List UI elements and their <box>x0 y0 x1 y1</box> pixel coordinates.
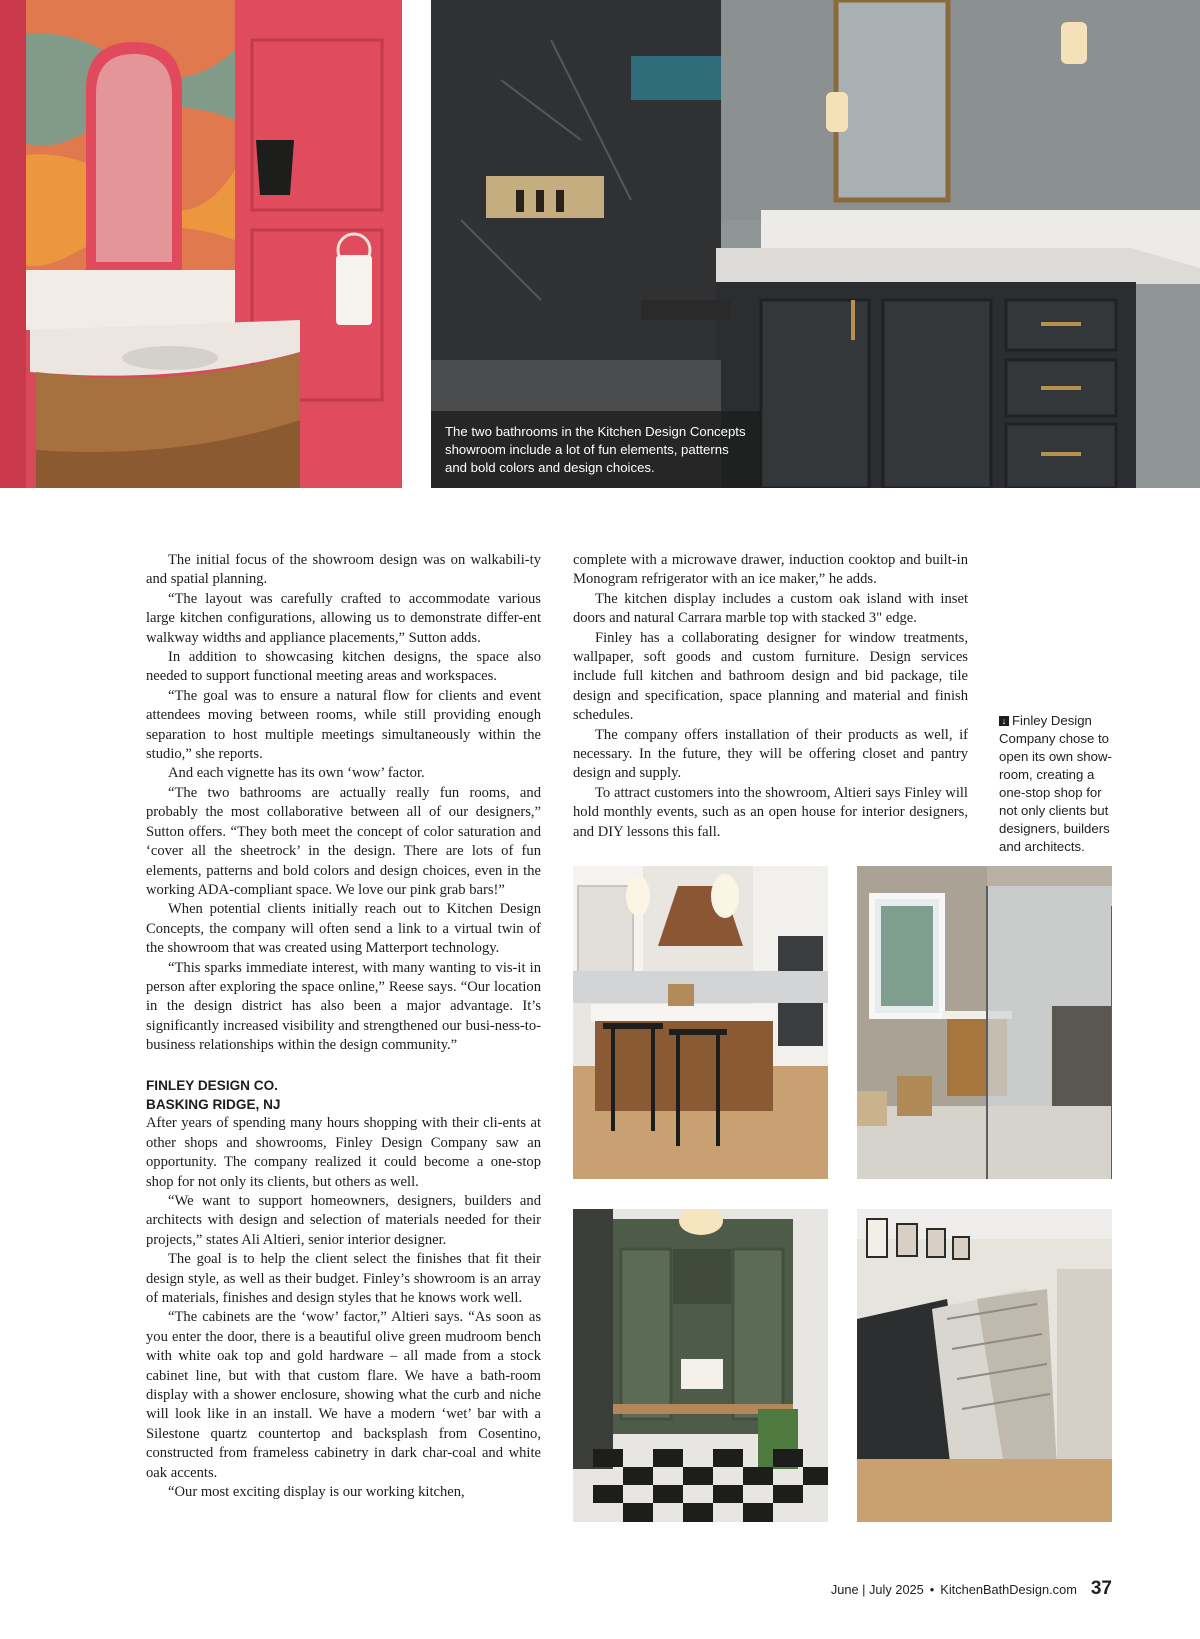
paragraph: “We want to support homeowners, designers, builders and architects with design and selection of materials needed for their projects,” states Ali Altieri, senior interior designer. <box>146 1193 541 1248</box>
paragraph: Finley has a collaborating designer for window treatments, wallpaper, soft goods and custom furniture. Design services include full kitchen and bathroom design and bid package, tile design and specification, space planning and material and finish schedules. <box>573 629 968 724</box>
paragraph: “This sparks immediate interest, with many wanting to vis-it in person after exploring the space online,” Reese says. “Our location in the design district has also been a major advantage. It’s significantly increased visibility and strengthened our busi-ness-to-business relationships within the design community.” <box>146 959 541 1054</box>
paragraph: When potential clients initially reach out to Kitchen Design Concepts, the company will often send a link to a virtual twin of the showroom that was created using Matterport technology. <box>146 901 541 957</box>
section-heading-location: BASKING RIDGE, NJ <box>146 1096 281 1112</box>
paragraph: The initial focus of the showroom design was on walkabili-ty and spatial planning. <box>146 552 541 588</box>
paragraph: “The two bathrooms are actually really fun rooms, and probably the most collaborative between all of our designers,” Sutton offers. “They both meet the concept of color saturation and ‘cover all the sheetrock’ in the design. There are lots of fun elements, patterns and bold colors and design choices, even in the working ADA-compliant space. We love our pink grab bars!” <box>146 784 541 898</box>
paragraph: The company offers installation of their products as well, if necessary. In the future, they will be offering closet and pantry design and supply. <box>573 726 968 782</box>
page-footer <box>831 1578 1112 1600</box>
footer-issue-date: June | July 2025 <box>830 1582 924 1597</box>
paragraph: To attract customers into the showroom, Altieri says Finley will hold monthly events, such as an open house for interior designers, and DIY lessons this fall. <box>573 784 968 840</box>
article-column-left <box>146 551 541 1503</box>
side-photo-caption <box>999 712 1117 856</box>
paragraph: “The goal was to ensure a natural flow for clients and event attendees moving between rooms, while still providing enough separation to host multiple meetings simultaneously within the studio,” she reports. <box>146 687 541 763</box>
paragraph: And each vignette has its own ‘wow’ factor. <box>168 765 425 782</box>
kitchen-island-photo <box>573 866 828 1179</box>
footer-website: KitchenBathDesign.com <box>940 1582 1077 1597</box>
article-column-middle <box>573 551 968 842</box>
glass-shower-bathroom-photo <box>857 866 1112 1179</box>
olive-mudroom-photo <box>573 1209 828 1522</box>
paragraph: complete with a microwave drawer, induction cooktop and built-in Monogram refrigerator with an ice maker,” he adds. <box>573 552 968 588</box>
paragraph: After years of spending many hours shopping with their cli-ents at other shops and showrooms, Finley Design Company saw an opportunity. The company realized it could become a one-stop shop for not only its clients, but others as well. <box>146 1115 541 1190</box>
paragraph: In addition to showcasing kitchen designs, the space also needed to support functional meeting areas and workspaces. <box>146 649 541 685</box>
side-caption-text: Finley Design Company chose to open its own show-room, creating a one-stop shop for not only clients but designers, builders and architects. <box>999 713 1112 854</box>
paragraph: The goal is to help the client select the finishes that fit their design style, as well as their budget. Finley’s showroom is an array of materials, finishes and design styles that he knows work well. <box>146 1251 541 1307</box>
pink-bathroom-photo <box>0 0 402 488</box>
paragraph: “Our most exciting display is our working kitchen, <box>168 1484 465 1501</box>
section-heading-company: FINLEY DESIGN CO. <box>146 1077 278 1093</box>
paragraph: “The cabinets are the ‘wow’ factor,” Altieri says. “As soon as you enter the door, there is a beautiful olive green mudroom bench with white oak top and gold hardware – all made from a stock cabinet line, but with that custom flare. We have a bath-room display with a shower enclosure, showing what the curb and niche will look like in an install. We have a modern ‘wet’ bar with a Silestone quartz countertop and backsplash from Cosentino, constructed from frameless cabinetry in dark char-coal and white oak accents. <box>146 1309 541 1481</box>
section-heading <box>146 1076 541 1115</box>
paragraph: “The layout was carefully crafted to accommodate various large kitchen configurations, allowing us to demonstrate differ-ent walkway widths and appliance placements,” Sutton adds. <box>146 590 541 646</box>
material-samples-showroom-photo <box>857 1209 1112 1522</box>
paragraph: The kitchen display includes a custom oak island with inset doors and natural Carrara marble top with stacked 3" edge. <box>573 590 968 627</box>
footer-separator: • <box>929 1582 935 1597</box>
arrow-down-icon: ↓ <box>999 716 1009 726</box>
top-photo-caption: The two bathrooms in the Kitchen Design Concepts showroom include a lot of fun elements, patterns and bold colors and design choices. <box>431 411 761 488</box>
page-number: 37 <box>1090 1578 1112 1599</box>
